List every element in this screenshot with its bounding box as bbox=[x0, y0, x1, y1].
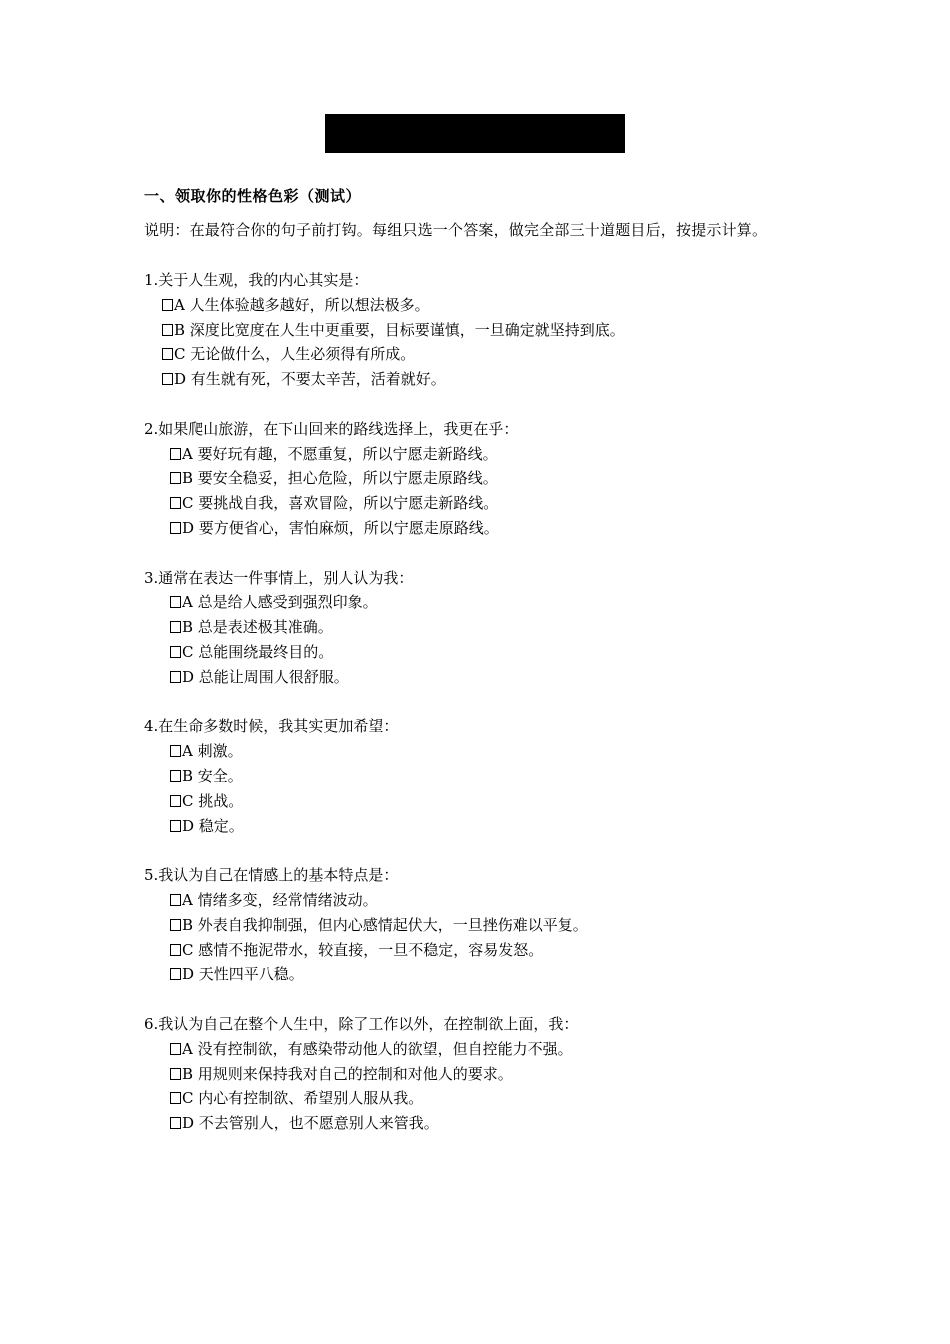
option-label: C 无论做什么，人生必须得有所成。 bbox=[174, 345, 416, 364]
checkbox-icon[interactable] bbox=[170, 497, 181, 509]
question-text: 1.关于人生观，我的内心其实是： bbox=[144, 271, 369, 289]
option-label: B 要安全稳妥，担心危险，所以宁愿走原路线。 bbox=[182, 469, 498, 488]
question-text: 6.我认为自己在整个人生中，除了工作以外，在控制欲上面，我： bbox=[144, 1014, 579, 1033]
option-b[interactable] bbox=[144, 764, 904, 789]
question-text: 4.在生命多数时候，我其实更加希望： bbox=[144, 717, 399, 736]
question-5 bbox=[144, 863, 904, 987]
option-label: C 感情不拖泥带水，较直接，一旦不稳定，容易发怒。 bbox=[182, 940, 544, 959]
option-label: B 深度比宽度在人生中更重要，目标要谨慎，一旦确定就坚持到底。 bbox=[174, 320, 625, 339]
checkbox-icon[interactable] bbox=[162, 373, 173, 385]
option-a[interactable] bbox=[144, 442, 904, 467]
option-label: B 总是表述极其准确。 bbox=[182, 618, 333, 637]
option-label: B 外表自我抑制强，但内心感情起伏大，一旦挫伤难以平复。 bbox=[182, 915, 588, 934]
option-label: A 刺激。 bbox=[182, 742, 243, 761]
checkbox-icon[interactable] bbox=[170, 894, 181, 906]
checkbox-icon[interactable] bbox=[162, 299, 173, 311]
option-b[interactable] bbox=[144, 913, 904, 938]
option-label: D 天性四平八稳。 bbox=[182, 965, 304, 984]
option-label: C 挑战。 bbox=[182, 791, 244, 810]
option-d[interactable] bbox=[144, 814, 904, 839]
checkbox-icon[interactable] bbox=[170, 919, 181, 931]
checkbox-icon[interactable] bbox=[170, 745, 181, 757]
option-c[interactable] bbox=[144, 342, 904, 367]
option-a[interactable] bbox=[144, 888, 904, 913]
checkbox-icon[interactable] bbox=[170, 968, 181, 980]
option-label: D 有生就有死，不要太辛苦，活着就好。 bbox=[174, 370, 446, 389]
option-label: A 情绪多变，经常情绪波动。 bbox=[182, 890, 378, 909]
option-label: C 总能围绕最终目的。 bbox=[182, 642, 334, 661]
option-label: A 总是给人感受到强烈印象。 bbox=[182, 593, 378, 612]
option-label: C 内心有控制欲、希望别人服从我。 bbox=[182, 1089, 424, 1108]
question-6 bbox=[144, 1012, 904, 1136]
option-d[interactable] bbox=[144, 516, 904, 541]
option-d[interactable] bbox=[144, 665, 904, 690]
checkbox-icon[interactable] bbox=[170, 596, 181, 608]
instructions-text: 说明：在最符合你的句子前打钩。每组只选一个答案，做完全部三十道题目后，按提示计算。 bbox=[144, 221, 768, 239]
option-b[interactable] bbox=[144, 1062, 904, 1087]
option-label: A 人生体验越多越好，所以想法极多。 bbox=[174, 295, 430, 314]
checkbox-icon[interactable] bbox=[170, 646, 181, 658]
checkbox-icon[interactable] bbox=[170, 1117, 181, 1129]
checkbox-icon[interactable] bbox=[170, 795, 181, 807]
question-text: 2.如果爬山旅游，在下山回来的路线选择上，我更在乎： bbox=[144, 419, 519, 438]
question-1 bbox=[144, 268, 904, 392]
option-a[interactable] bbox=[144, 1037, 904, 1062]
question-text: 5.我认为自己在情感上的基本特点是： bbox=[144, 866, 399, 885]
option-label: D 稳定。 bbox=[182, 816, 244, 835]
question-2 bbox=[144, 417, 904, 541]
question-4 bbox=[144, 714, 904, 838]
option-label: B 用规则来保持我对自己的控制和对他人的要求。 bbox=[182, 1064, 513, 1083]
checkbox-icon[interactable] bbox=[162, 348, 173, 360]
option-a[interactable] bbox=[144, 590, 904, 615]
option-b[interactable] bbox=[144, 615, 904, 640]
option-c[interactable] bbox=[144, 640, 904, 665]
option-label: D 不去管别人，也不愿意别人来管我。 bbox=[182, 1114, 439, 1133]
checkbox-icon[interactable] bbox=[170, 820, 181, 832]
checkbox-icon[interactable] bbox=[170, 472, 181, 484]
option-label: D 总能让周围人很舒服。 bbox=[182, 667, 349, 686]
option-a[interactable] bbox=[144, 293, 904, 318]
option-c[interactable] bbox=[144, 789, 904, 814]
checkbox-icon[interactable] bbox=[170, 1092, 181, 1104]
option-d[interactable] bbox=[144, 1111, 904, 1136]
checkbox-icon[interactable] bbox=[170, 770, 181, 782]
question-3 bbox=[144, 566, 904, 690]
checkbox-icon[interactable] bbox=[170, 621, 181, 633]
option-label: A 要好玩有趣，不愿重复，所以宁愿走新路线。 bbox=[182, 444, 498, 463]
checkbox-icon[interactable] bbox=[170, 522, 181, 534]
checkbox-icon[interactable] bbox=[170, 944, 181, 956]
option-label: B 安全。 bbox=[182, 766, 243, 785]
option-c[interactable] bbox=[144, 938, 904, 963]
redacted-title-bar bbox=[325, 114, 625, 153]
option-a[interactable] bbox=[144, 739, 904, 764]
option-b[interactable] bbox=[144, 318, 904, 343]
checkbox-icon[interactable] bbox=[170, 671, 181, 683]
checkbox-icon[interactable] bbox=[170, 1043, 181, 1055]
option-d[interactable] bbox=[144, 962, 904, 987]
option-c[interactable] bbox=[144, 1086, 904, 1111]
option-b[interactable] bbox=[144, 466, 904, 491]
option-label: A 没有控制欲，有感染带动他人的欲望，但自控能力不强。 bbox=[182, 1039, 573, 1058]
question-text: 3.通常在表达一件事情上，别人认为我： bbox=[144, 568, 414, 587]
checkbox-icon[interactable] bbox=[170, 448, 181, 460]
option-d[interactable] bbox=[144, 367, 904, 392]
checkbox-icon[interactable] bbox=[162, 324, 173, 336]
option-label: D 要方便省心，害怕麻烦，所以宁愿走原路线。 bbox=[182, 518, 499, 537]
section-heading: 一、领取你的性格色彩（测试） bbox=[144, 187, 362, 205]
questions-list bbox=[144, 268, 904, 1161]
option-c[interactable] bbox=[144, 491, 904, 516]
checkbox-icon[interactable] bbox=[170, 1068, 181, 1080]
option-label: C 要挑战自我，喜欢冒险，所以宁愿走新路线。 bbox=[182, 494, 499, 513]
